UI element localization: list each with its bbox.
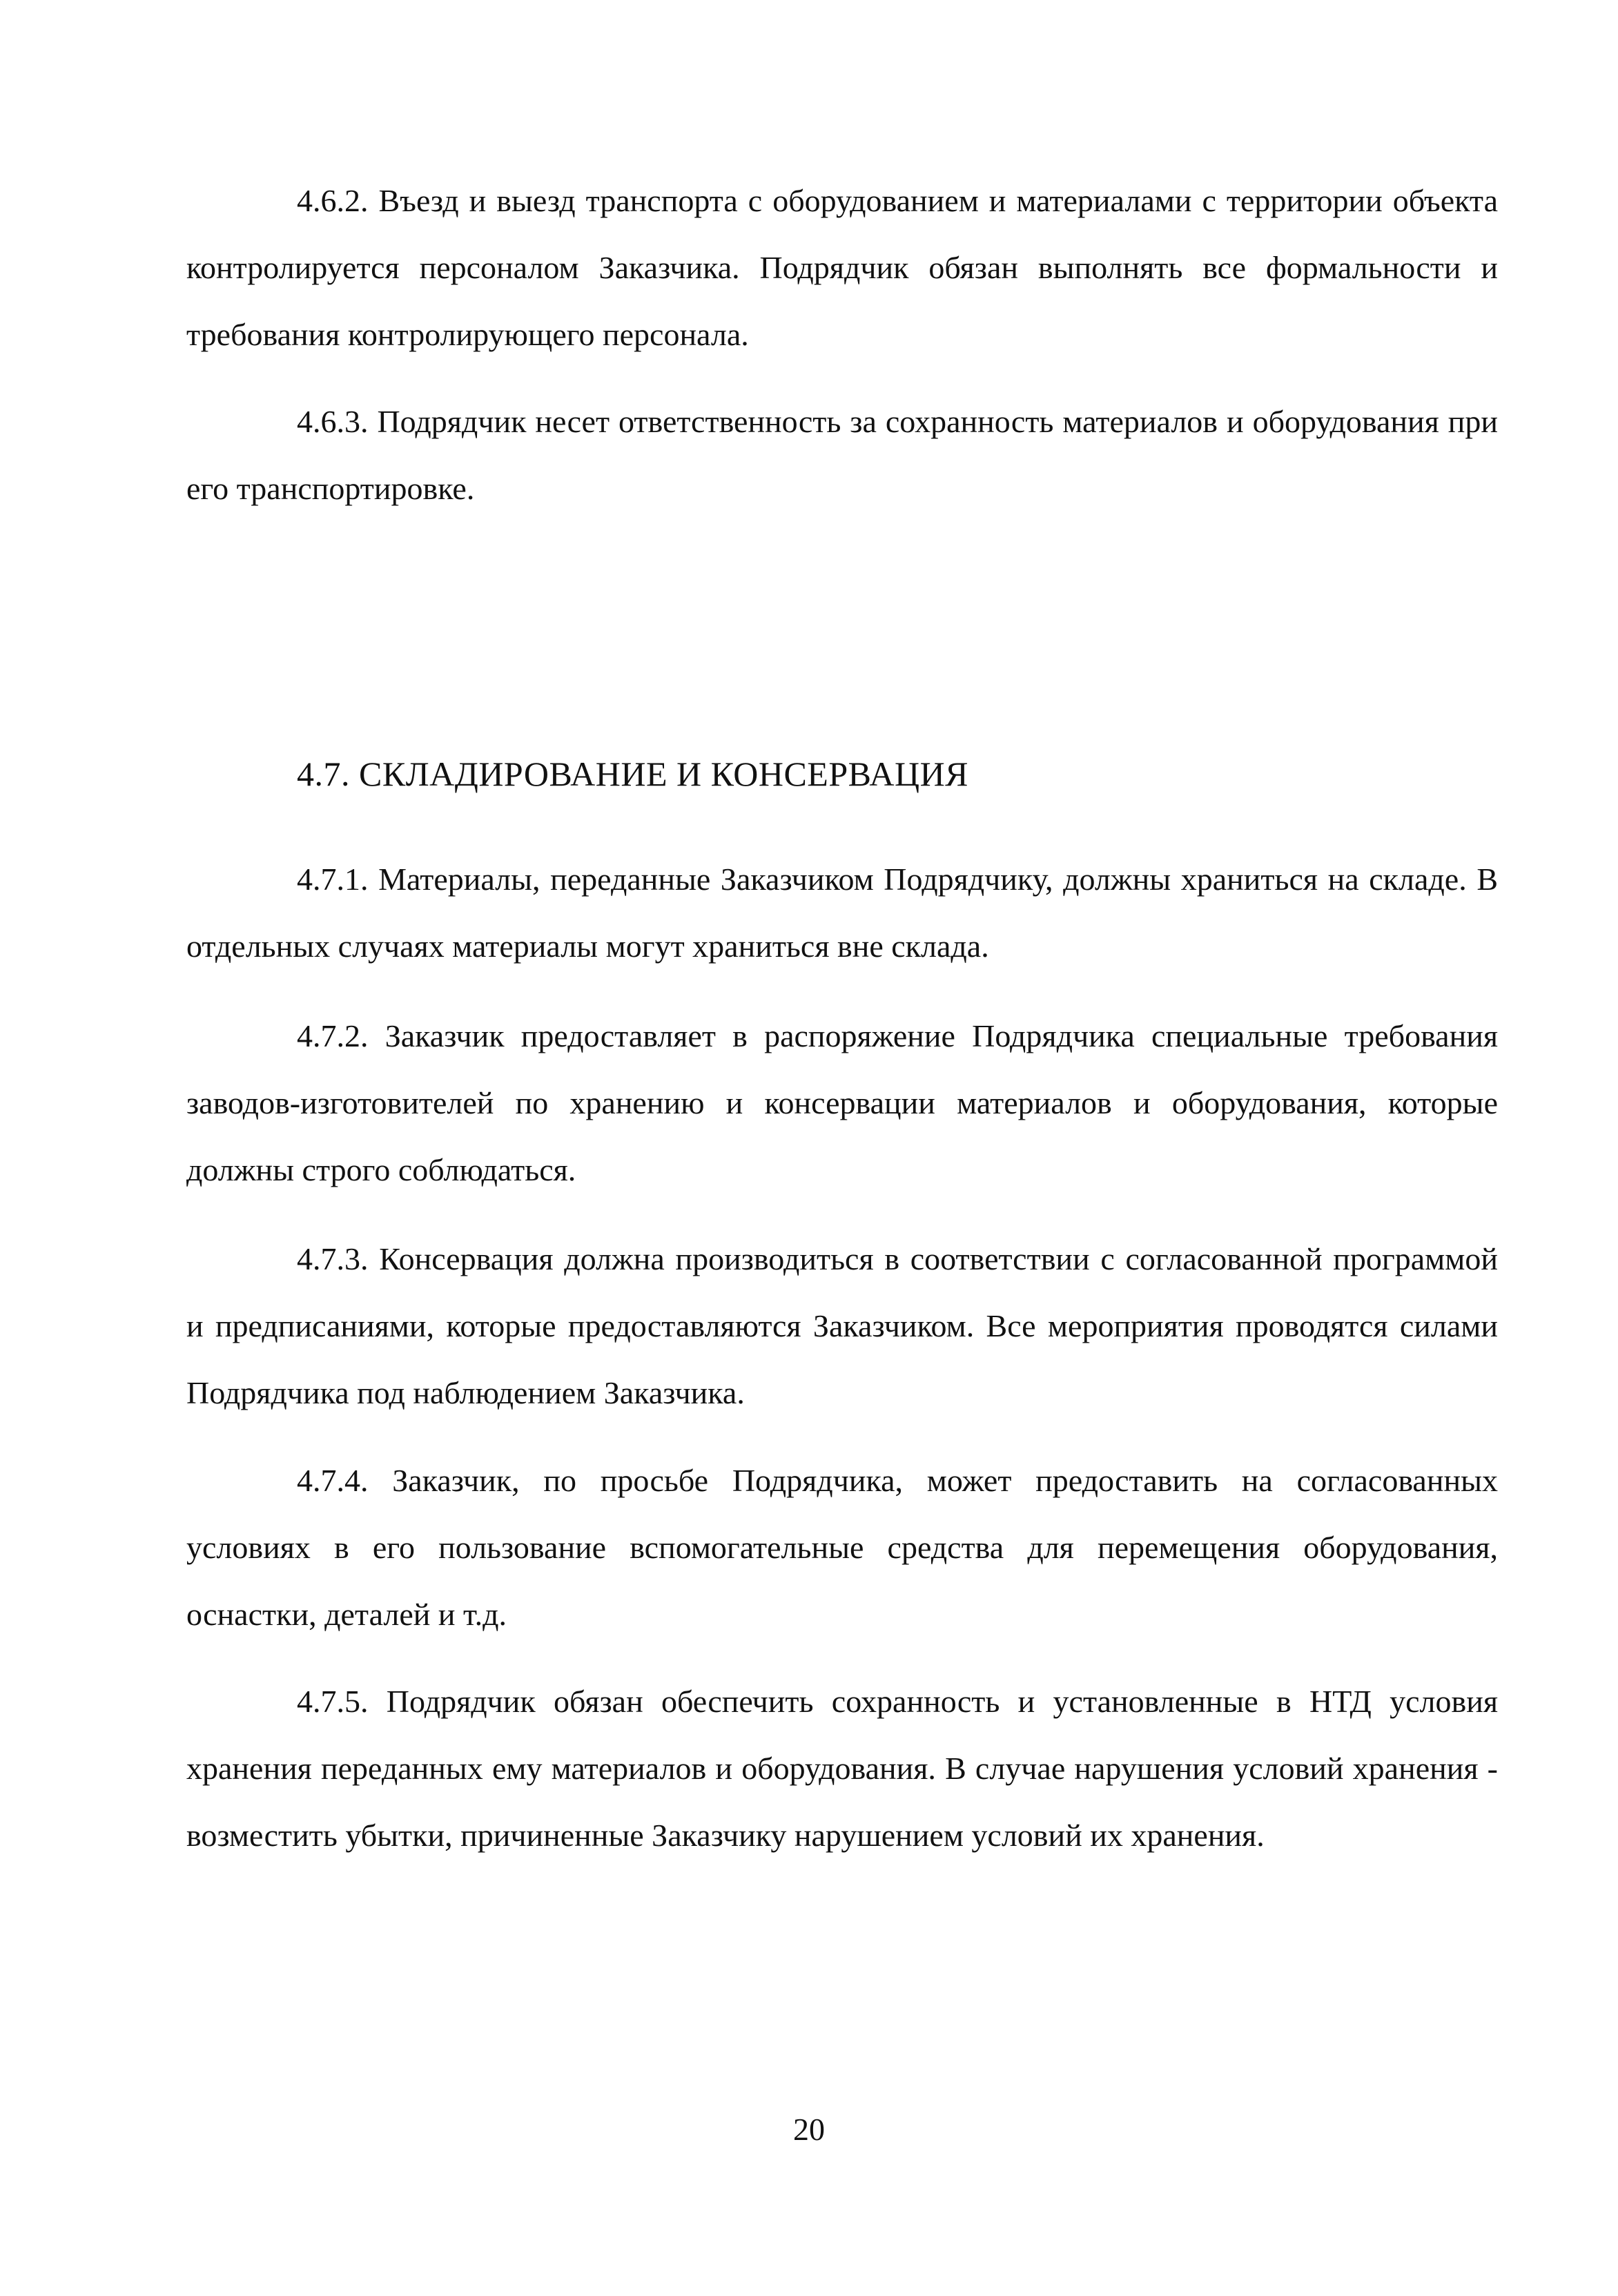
- paragraph-4-6-2: 4.6.2. Въезд и выезд транспорта с оборудованием и материалами с территории объекта контролируется персоналом Заказчика. Подрядчик обязан выполнять все формальности и требования контролирующего персонала.: [186, 183, 1498, 352]
- paragraph-4-7-4: 4.7.4. Заказчик, по просьбе Подрядчика, может предоставить на согласованных условиях в его пользование вспомогательные средства для перемещения оборудования, оснастки, деталей и т.д.: [186, 1463, 1498, 1632]
- paragraph-4-7-2: 4.7.2. Заказчик предоставляет в распоряжение Подрядчика специальные требования заводов-изготовителей по хранению и консервации материалов и оборудования, которые должны строго соблюдаться.: [186, 1018, 1498, 1187]
- paragraph-4-7-5: 4.7.5. Подрядчик обязан обеспечить сохранность и установленные в НТД условия хранения переданных ему материалов и оборудования. В случае нарушения условий хранения - возместить убытки, причиненные Заказчику нарушением условий их хранения.: [186, 1684, 1498, 1853]
- section-heading: 4.7. СКЛАДИРОВАНИЕ И КОНСЕРВАЦИЯ: [297, 755, 969, 793]
- page-number: 20: [793, 2112, 825, 2147]
- paragraph-4-7-1: 4.7.1. Материалы, переданные Заказчиком Подрядчику, должны храниться на складе. В отдельных случаях материалы могут храниться вне склада.: [186, 862, 1498, 964]
- paragraph-4-7-3: 4.7.3. Консервация должна производиться в соответствии с согласованной программой и предписаниями, которые предоставляются Заказчиком. Все мероприятия проводятся силами Подрядчика под наблюдением Заказчика.: [186, 1241, 1498, 1410]
- paragraph-4-6-3: 4.6.3. Подрядчик несет ответственность за сохранность материалов и оборудования при его транспортировке.: [186, 404, 1498, 506]
